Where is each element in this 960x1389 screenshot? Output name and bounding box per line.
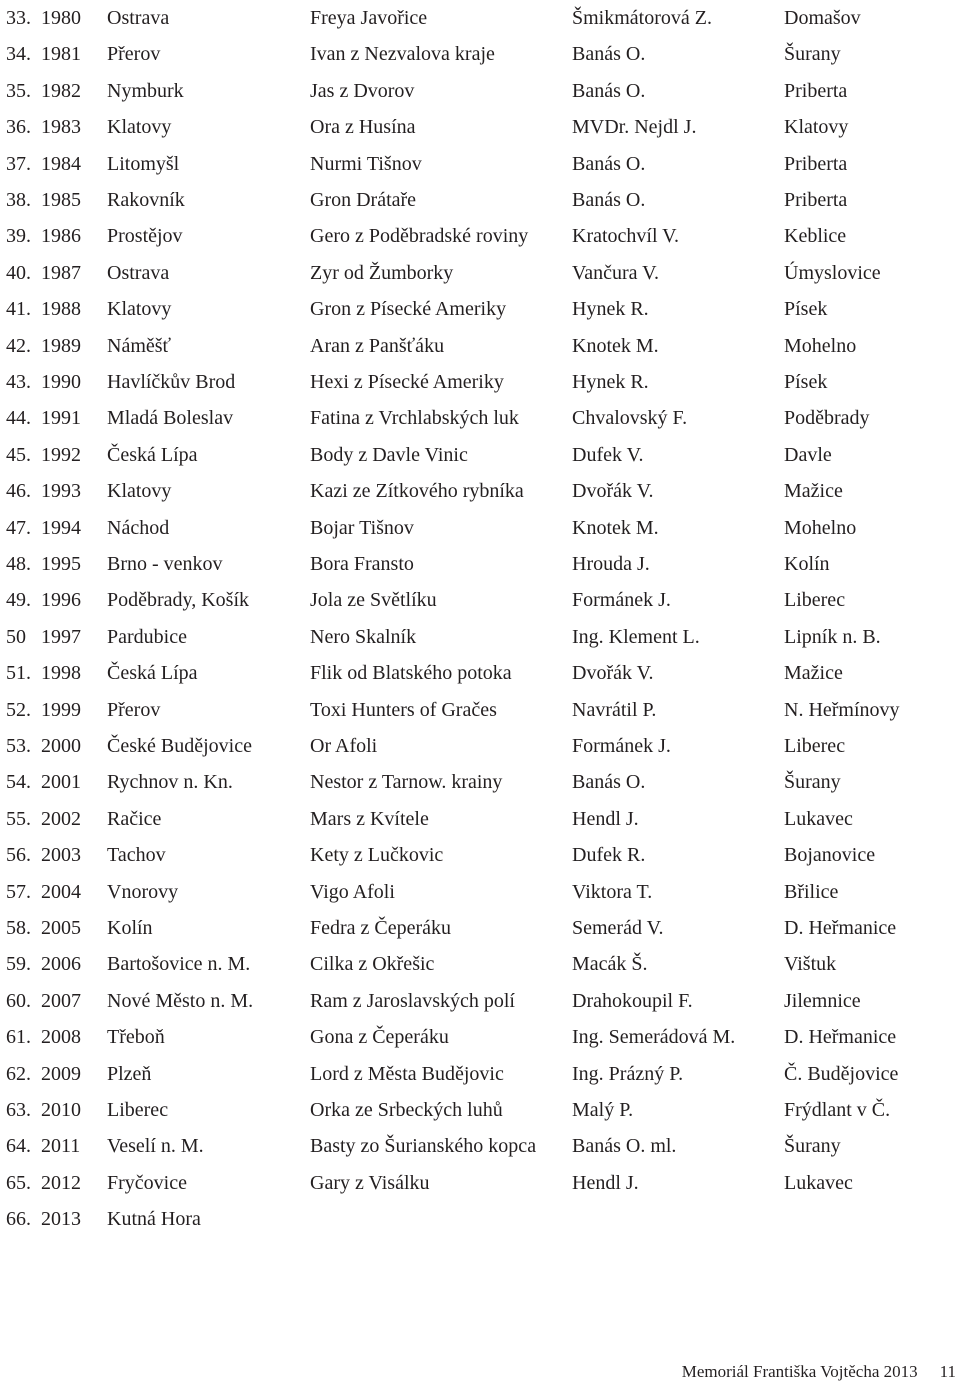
row-location: Šurany [784, 771, 841, 794]
table-row [0, 0, 960, 36]
row-owner: Knotek M. [572, 334, 659, 357]
row-year: 1984 [41, 152, 81, 175]
row-year: 1994 [41, 516, 81, 539]
row-city: Prostějov [107, 225, 183, 248]
row-dog-name: Kety z Lučkovic [310, 844, 444, 867]
row-number: 38. [6, 189, 31, 211]
row-number: 49. [6, 589, 31, 612]
row-number: 33. [6, 7, 31, 29]
row-city: Liberec [107, 1099, 169, 1121]
row-year: 1995 [41, 553, 81, 575]
row-location: Liberec [784, 589, 846, 612]
row-number: 51. [6, 662, 31, 685]
table-row [0, 1056, 960, 1092]
row-year: 1999 [41, 698, 81, 721]
row-dog-name: Fatina z Vrchlabských luk [310, 407, 519, 430]
row-location: Mažice [784, 480, 843, 503]
row-number: 54. [6, 771, 31, 794]
row-year: 2004 [41, 880, 81, 903]
row-number: 43. [6, 371, 31, 393]
row-year: 2008 [41, 1026, 81, 1049]
row-number: 52. [6, 698, 31, 721]
row-city: Plzeň [107, 1062, 152, 1085]
row-owner: Hendl J. [572, 1171, 639, 1194]
row-dog-name: Gary z Visálku [310, 1171, 430, 1194]
row-dog-name: Ram z Jaroslavských polí [310, 989, 515, 1012]
row-number: 53. [6, 735, 31, 757]
row-year: 2011 [41, 1135, 81, 1158]
row-dog-name: Hexi z Písecké Ameriky [310, 371, 504, 393]
table-row [0, 910, 960, 946]
row-number: 66. [6, 1208, 31, 1231]
row-city: Klatovy [107, 298, 172, 321]
table-row [0, 1201, 960, 1237]
table-row [0, 73, 960, 109]
row-year: 1980 [41, 7, 81, 29]
row-number: 35. [6, 79, 31, 102]
row-city: Česká Lípa [107, 443, 198, 466]
row-number: 48. [6, 553, 31, 575]
row-year: 1990 [41, 371, 81, 393]
table-row [0, 218, 960, 254]
row-number: 46. [6, 480, 31, 503]
row-city: Fryčovice [107, 1171, 187, 1194]
row-year: 1992 [41, 443, 81, 466]
row-owner: Knotek M. [572, 516, 659, 539]
row-location: Lukavec [784, 1171, 853, 1194]
row-year: 2005 [41, 917, 81, 939]
table-row [0, 619, 960, 655]
row-city: Rychnov n. Kn. [107, 771, 233, 794]
row-location: Bojanovice [784, 844, 876, 867]
row-owner: Banás O. ml. [572, 1135, 677, 1158]
row-number: 47. [6, 516, 31, 539]
row-city: Tachov [107, 844, 166, 867]
row-owner: Dvořák V. [572, 480, 654, 503]
row-owner: Banás O. [572, 152, 646, 175]
row-year: 1991 [41, 407, 81, 430]
row-year: 1983 [41, 116, 81, 139]
row-year: 2001 [41, 771, 81, 794]
row-owner: Hrouda J. [572, 553, 650, 575]
row-number: 62. [6, 1062, 31, 1085]
table-row [0, 437, 960, 473]
row-year: 1987 [41, 261, 81, 284]
row-city: Pardubice [107, 625, 187, 648]
row-owner: Dvořák V. [572, 662, 654, 685]
row-location: Frýdlant v Č. [784, 1099, 891, 1121]
row-location: Šurany [784, 43, 841, 66]
row-dog-name: Bora Fransto [310, 553, 414, 575]
row-dog-name: Ivan z Nezvalova kraje [310, 43, 495, 66]
table-row [0, 255, 960, 291]
row-location: Davle [784, 443, 832, 466]
row-city: Náměšť [107, 334, 172, 357]
row-dog-name: Vigo Afoli [310, 880, 395, 903]
row-location: Poděbrady [784, 407, 870, 430]
row-dog-name: Orka ze Srbeckých luhů [310, 1099, 503, 1121]
row-owner: Ing. Prázný P. [572, 1062, 684, 1085]
page-number: 11 [939, 1362, 956, 1381]
row-year: 2012 [41, 1171, 81, 1194]
row-number: 44. [6, 407, 31, 430]
row-city: Klatovy [107, 480, 172, 503]
row-owner: Hynek R. [572, 298, 649, 321]
row-dog-name: Jas z Dvorov [310, 79, 415, 102]
row-owner: Drahokoupil F. [572, 989, 693, 1012]
table-row [0, 36, 960, 72]
row-location: Břilice [784, 880, 839, 903]
row-city: Litomyšl [107, 152, 180, 175]
row-location: Jilemnice [784, 989, 861, 1012]
row-owner: Macák Š. [572, 953, 648, 976]
row-city: Poděbrady, Košík [107, 589, 250, 612]
row-dog-name: Mars z Kvítele [310, 807, 429, 830]
row-location: Keblice [784, 225, 847, 248]
row-number: 61. [6, 1026, 31, 1049]
row-dog-name: Body z Davle Vinic [310, 443, 468, 466]
table-row [0, 364, 960, 400]
row-dog-name: Freya Javořice [310, 7, 428, 29]
row-number: 37. [6, 152, 31, 175]
row-number: 57. [6, 880, 31, 903]
row-number: 63. [6, 1099, 31, 1121]
row-dog-name: Gron z Písecké Ameriky [310, 298, 507, 321]
table-row [0, 109, 960, 145]
row-number: 41. [6, 298, 31, 321]
row-owner: Banás O. [572, 43, 646, 66]
table-row [0, 1165, 960, 1201]
row-number: 65. [6, 1171, 31, 1194]
row-dog-name: Bojar Tišnov [310, 516, 414, 539]
row-location: Liberec [784, 735, 846, 757]
row-city: Nové Město n. M. [107, 989, 254, 1012]
row-owner: Banás O. [572, 771, 646, 794]
row-owner: Hendl J. [572, 807, 639, 830]
table-row [0, 728, 960, 764]
table-row [0, 764, 960, 800]
page-footer [0, 1358, 956, 1386]
row-city: Veselí n. M. [107, 1135, 204, 1158]
row-dog-name: Aran z Panšťáku [310, 334, 445, 357]
row-number: 45. [6, 443, 31, 466]
footer-title: Memoriál Františka Vojtěcha 2013 [681, 1362, 918, 1381]
table-row [0, 1019, 960, 1055]
row-dog-name: Nestor z Tarnow. krainy [310, 771, 503, 794]
row-number: 50 [6, 625, 26, 648]
row-number: 64. [6, 1135, 31, 1158]
row-city: Klatovy [107, 116, 172, 139]
row-location: Mohelno [784, 516, 857, 539]
row-dog-name: Cilka z Okřešic [310, 953, 435, 976]
row-city: Bartošovice n. M. [107, 953, 251, 976]
row-location: Lipník n. B. [784, 625, 881, 648]
row-location: Písek [784, 371, 828, 393]
row-dog-name: Gona z Čeperáku [310, 1026, 449, 1049]
row-location: Šurany [784, 1135, 841, 1158]
table-row [0, 946, 960, 982]
row-year: 1982 [41, 79, 81, 102]
row-location: Domašov [784, 7, 861, 29]
row-year: 2002 [41, 807, 81, 830]
row-city: Vnorovy [107, 880, 179, 903]
row-city: Přerov [107, 43, 161, 66]
row-number: 40. [6, 261, 31, 284]
row-city: Třeboň [107, 1026, 165, 1049]
row-year: 1988 [41, 298, 81, 321]
table-row [0, 801, 960, 837]
table-row [0, 146, 960, 182]
row-year: 1993 [41, 480, 81, 503]
row-city: Brno - venkov [107, 553, 223, 575]
table-row [0, 291, 960, 327]
row-city: Rakovník [107, 189, 185, 211]
row-year: 1998 [41, 662, 81, 685]
row-year: 2003 [41, 844, 81, 867]
row-location: N. Heřmínovy [784, 698, 900, 721]
row-owner: Šmikmátorová Z. [572, 7, 712, 29]
row-dog-name: Basty zo Šurianského kopca [310, 1135, 537, 1158]
row-year: 2000 [41, 735, 81, 757]
row-city: Nymburk [107, 79, 184, 102]
row-year: 2009 [41, 1062, 81, 1085]
table-row [0, 400, 960, 436]
table-row [0, 182, 960, 218]
row-location: Priberta [784, 79, 848, 102]
row-owner: MVDr. Nejdl J. [572, 116, 697, 139]
row-city: Kolín [107, 917, 153, 939]
row-dog-name: Jola ze Světlíku [310, 589, 437, 612]
table-row [0, 655, 960, 691]
row-location: D. Heřmanice [784, 917, 897, 939]
row-dog-name: Flik od Blatského potoka [310, 662, 512, 685]
row-city: Kutná Hora [107, 1208, 201, 1231]
table-row [0, 510, 960, 546]
table-row [0, 582, 960, 618]
table-row [0, 328, 960, 364]
row-number: 42. [6, 334, 31, 357]
row-owner: Vančura V. [572, 261, 660, 284]
row-dog-name: Gero z Poděbradské roviny [310, 225, 529, 248]
table-row [0, 546, 960, 582]
row-location: Mohelno [784, 334, 857, 357]
row-owner: Malý P. [572, 1099, 634, 1121]
row-city: Havlíčkův Brod [107, 371, 236, 393]
row-year: 1981 [41, 43, 81, 66]
row-owner: Kratochvíl V. [572, 225, 680, 248]
row-dog-name: Kazi ze Zítkového rybníka [310, 480, 524, 503]
row-year: 2010 [41, 1099, 81, 1121]
row-owner: Navrátil P. [572, 698, 657, 721]
table-row [0, 473, 960, 509]
row-year: 1996 [41, 589, 81, 612]
table-row [0, 837, 960, 873]
row-location: Písek [784, 298, 828, 321]
row-location: Lukavec [784, 807, 853, 830]
row-city: Náchod [107, 516, 170, 539]
row-number: 56. [6, 844, 31, 867]
row-number: 39. [6, 225, 31, 248]
row-owner: Dufek V. [572, 443, 644, 466]
row-dog-name: Gron Drátaře [310, 189, 417, 211]
row-number: 58. [6, 917, 31, 939]
row-owner: Dufek R. [572, 844, 646, 867]
row-dog-name: Nurmi Tišnov [310, 152, 422, 175]
row-owner: Banás O. [572, 189, 646, 211]
row-number: 55. [6, 807, 31, 830]
row-owner: Ing. Klement L. [572, 625, 700, 648]
row-location: Priberta [784, 152, 848, 175]
table-row [0, 1092, 960, 1128]
table-row [0, 874, 960, 910]
row-number: 34. [6, 43, 31, 66]
row-year: 1989 [41, 334, 81, 357]
row-location: Kolín [784, 553, 830, 575]
row-year: 2006 [41, 953, 81, 976]
table-row [0, 983, 960, 1019]
row-year: 1985 [41, 189, 81, 211]
row-city: Přerov [107, 698, 161, 721]
row-city: Mladá Boleslav [107, 407, 234, 430]
row-year: 2007 [41, 989, 81, 1012]
row-location: Klatovy [784, 116, 849, 139]
row-dog-name: Nero Skalník [310, 625, 417, 648]
row-dog-name: Fedra z Čeperáku [310, 917, 452, 939]
table-row [0, 692, 960, 728]
row-dog-name: Or Afoli [310, 735, 378, 757]
row-owner: Formánek J. [572, 589, 671, 612]
row-location: Mažice [784, 662, 843, 685]
row-city: Česká Lípa [107, 662, 198, 685]
row-owner: Chvalovský F. [572, 407, 688, 430]
row-owner: Hynek R. [572, 371, 649, 393]
row-dog-name: Zyr od Žumborky [310, 261, 454, 284]
row-number: 36. [6, 116, 31, 139]
row-owner: Banás O. [572, 79, 646, 102]
table-row [0, 1128, 960, 1164]
row-year: 2013 [41, 1208, 81, 1231]
row-city: Ostrava [107, 261, 170, 284]
row-location: Priberta [784, 189, 848, 211]
row-dog-name: Toxi Hunters of Gračes [310, 698, 497, 721]
row-owner: Viktora T. [572, 880, 653, 903]
row-owner: Semerád V. [572, 917, 664, 939]
row-location: Úmyslovice [784, 261, 881, 284]
row-location: Vištuk [784, 953, 837, 976]
row-location: Č. Budějovice [784, 1062, 899, 1085]
row-number: 59. [6, 953, 31, 976]
row-year: 1997 [41, 625, 81, 648]
row-owner: Formánek J. [572, 735, 671, 757]
row-year: 1986 [41, 225, 81, 248]
row-city: Ostrava [107, 7, 170, 29]
row-dog-name: Lord z Města Budějovic [310, 1062, 504, 1085]
row-location: D. Heřmanice [784, 1026, 897, 1049]
row-number: 60. [6, 989, 31, 1012]
row-dog-name: Ora z Husína [310, 116, 416, 139]
row-owner: Ing. Semerádová M. [572, 1026, 736, 1049]
row-city: České Budějovice [107, 735, 252, 757]
row-city: Račice [107, 807, 162, 830]
